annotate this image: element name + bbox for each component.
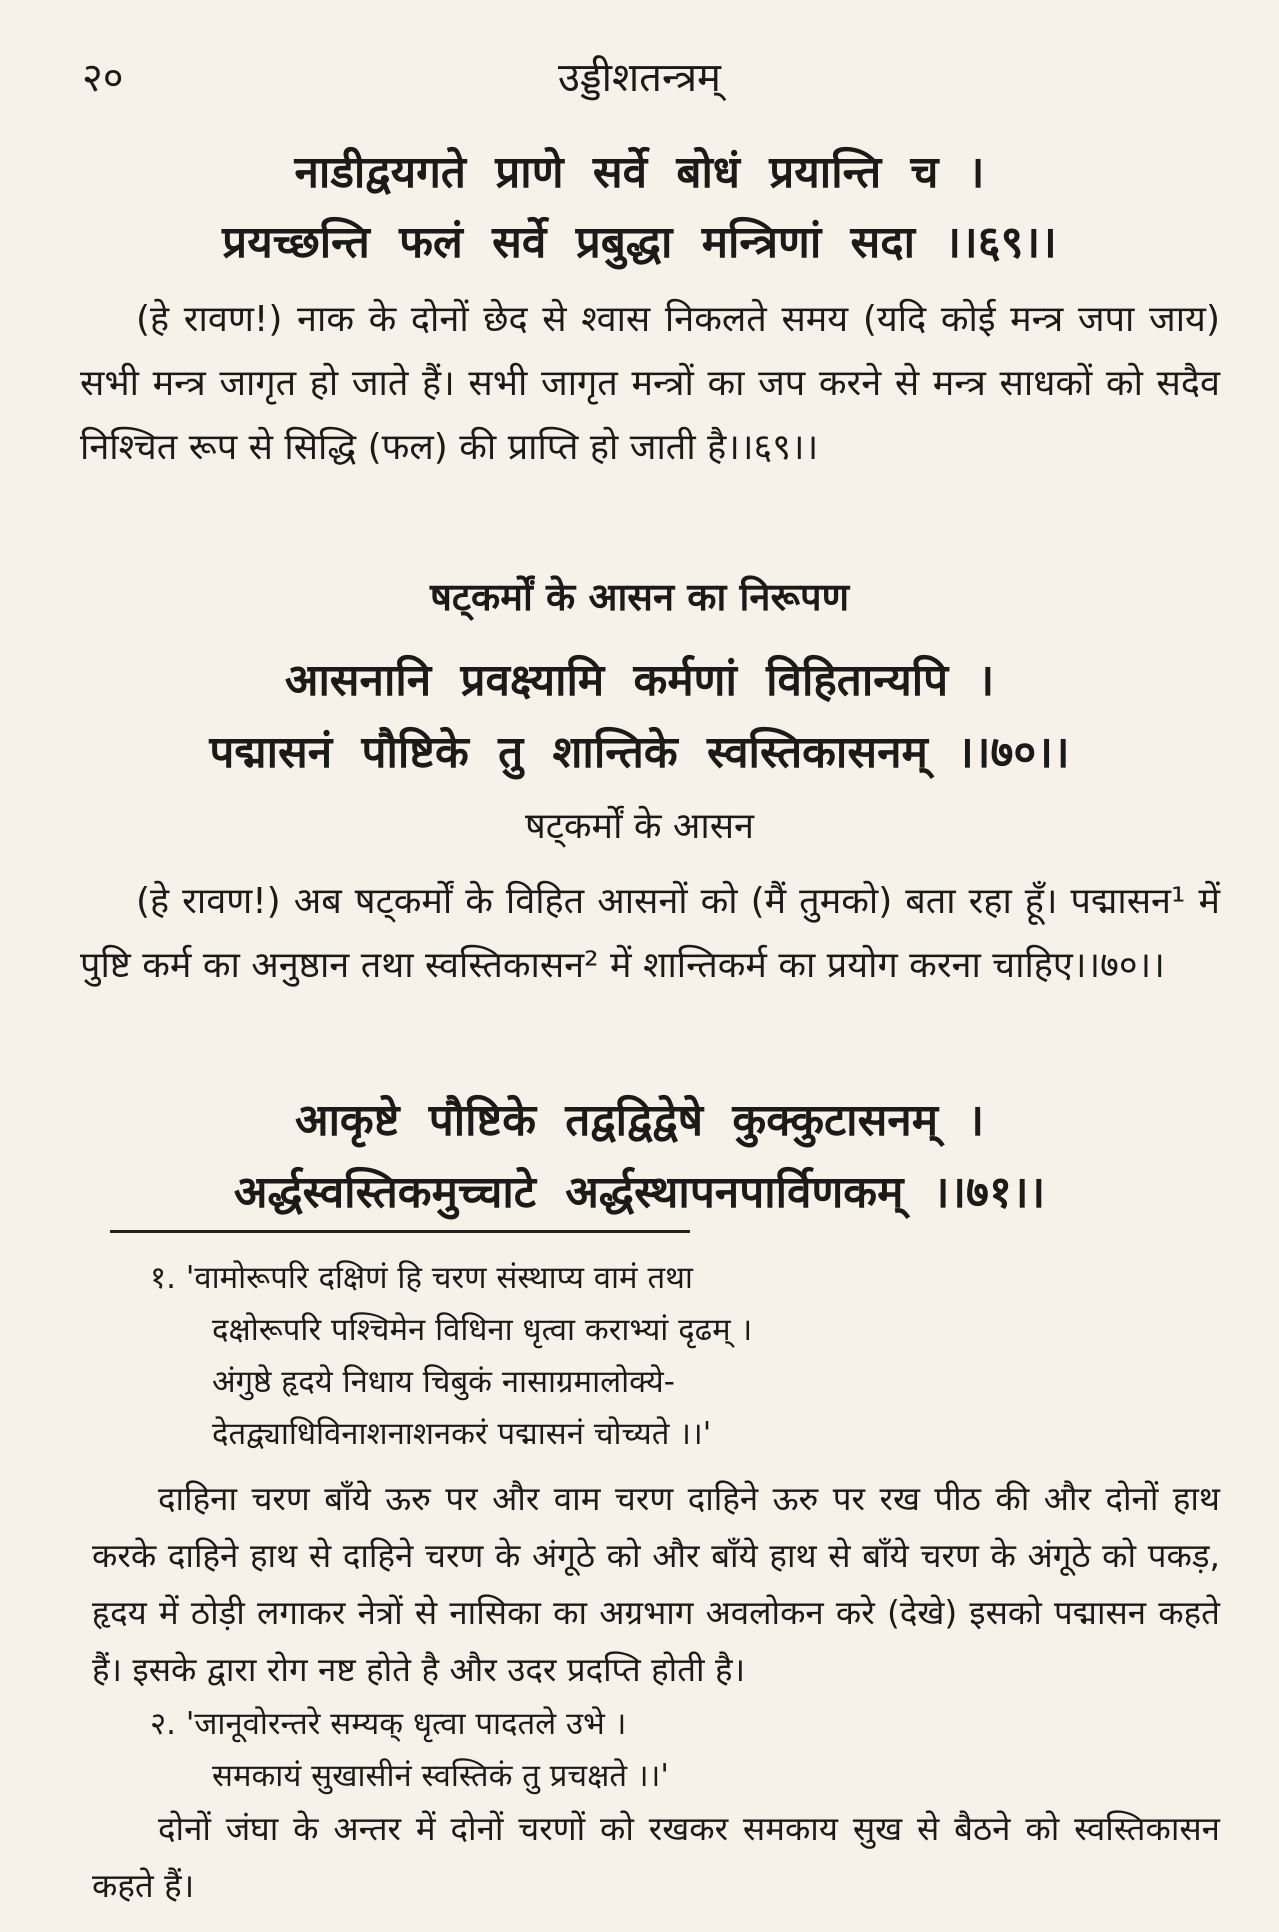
page-number: २० (82, 55, 124, 101)
footnote-1-verse (150, 1252, 1050, 1460)
footnote-2-explanation-text: दोनों जंघा के अन्तर में दोनों चरणों को रखकर समकाय सुख से बैठने को स्वस्तिकासन कहते हैं। (92, 1809, 1220, 1905)
commentary-69 (80, 288, 1220, 480)
section-heading: षट्कर्मों के आसन का निरूपण (429, 575, 850, 619)
running-title: उड्डीशतन्त्रम् (558, 55, 721, 101)
commentary-69-text: (हे रावण!) नाक के दोनों छेद से श्वास निकलते समय (यदि कोई मन्त्र जपा जाय) सभी मन्त्र जागृत हो जाते हैं। सभी जागृत मन्त्रों का जप करने से मन्त्र साधकों को सदैव निश्चित रूप से सिद्धि (फल) की प्राप्ति हो जाती है।।६९।। (80, 299, 1220, 468)
footnote-2-explanation (92, 1800, 1220, 1914)
sub-heading: षट्कर्मों के आसन (524, 806, 755, 847)
footnote-1-explanation (92, 1470, 1220, 1698)
footnote-2-line: समकायं सुखासीनं स्वस्तिकं तु प्रचक्षते ।।' (212, 1758, 669, 1794)
commentary-70-text: (हे रावण!) अब षट्कर्मों के विहित आसनों को (मैं तुमको) बता रहा हूँ। पद्मासन¹ में पुष्टि कर्म का अनुष्ठान तथा स्वस्तिकासन² में शान्तिकर्म का प्रयोग करना चाहिए।।७०।। (80, 881, 1220, 986)
footnote-1-line: देतद्व्याधिविनाशनाशनकरं पद्मासनं चोच्यते ।।' (212, 1416, 712, 1452)
footnote-2-verse (150, 1698, 1050, 1802)
verse-70-line-2: पद्मासनं पौष्टिके तु शान्तिके स्वस्तिकासनम् ।।७०।। (209, 727, 1070, 778)
footnote-2-line: २. 'जानूवोरन्तरे सम्यक् धृत्वा पादतले उभे । (150, 1706, 627, 1742)
page-header (0, 48, 1279, 108)
footnote-1-line: दक्षोरूपरि पश्चिमेन विधिना धृत्वा कराभ्यां दृढम् । (212, 1312, 753, 1348)
verse-71-line-2: अर्द्धस्वस्तिकमुच्चाटे अर्द्धस्थापनपार्विणकम् ।।७१।। (233, 1167, 1046, 1218)
verse-71-line-1: आकृष्टे पौष्टिके तद्वद्विद्वेषे कुक्कुटासनम् । (294, 1095, 985, 1146)
footnote-1-explanation-text: दाहिना चरण बाँये ऊरु पर और वाम चरण दाहिने ऊरु पर रख पीठ की और दोनों हाथ करके दाहिने हाथ से दाहिने चरण के अंगूठे को और बाँये हाथ से बाँये चरण के अंगूठे को पकड़, हृदय में ठोड़ी लगाकर नेत्रों से नासिका का अग्रभाग अवलोकन करे (देखे) इसको पद्मासन कहते हैं। इसके द्वारा रोग नष्ट होते है और उदर प्रदप्ति होती है। (92, 1479, 1220, 1689)
footnote-1-line: अंगुष्ठे हृदये निधाय चिबुकं नासाग्रमालोक्ये- (212, 1364, 675, 1400)
footnote-divider (110, 1230, 690, 1233)
verse-69-line-1: नाडीद्वयगते प्राणे सर्वे बोधं प्रयान्ति च । (294, 147, 985, 198)
footnote-1-line: १. 'वामोरूपरि दक्षिणं हि चरण संस्थाप्य वामं तथा (150, 1260, 693, 1296)
commentary-70 (80, 870, 1220, 998)
verse-70-line-1: आसनानि प्रवक्ष्यामि कर्मणां विहितान्यपि । (284, 655, 995, 706)
verse-69-line-2: प्रयच्छन्ति फलं सर्वे प्रबुद्धा मन्त्रिणां सदा ।।६९।। (222, 217, 1057, 268)
